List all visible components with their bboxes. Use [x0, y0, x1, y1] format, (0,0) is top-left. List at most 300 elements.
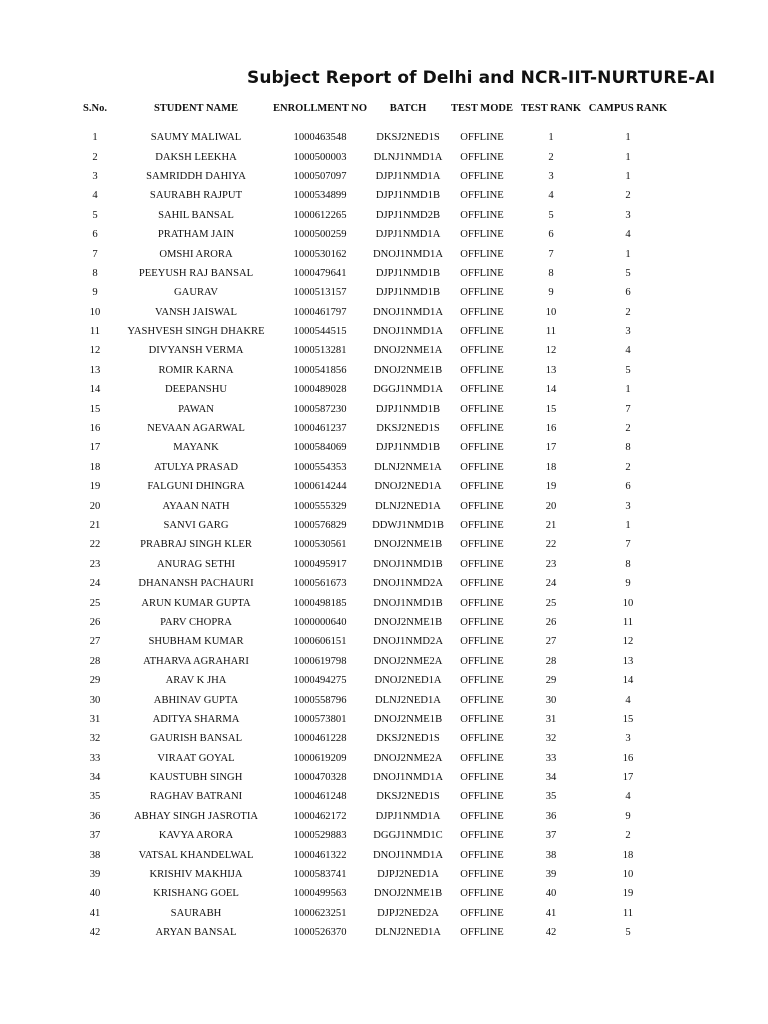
cell-test-mode: OFFLINE	[460, 694, 504, 706]
table-row	[70, 535, 670, 554]
table-row	[70, 865, 670, 884]
cell-enrollment-no: 1000529883	[293, 830, 347, 842]
cell-batch: DJPJ2NED2A	[377, 907, 439, 919]
cell-student-name: ADITYA SHARMA	[152, 713, 240, 725]
cell-student-name: SANVI GARG	[163, 520, 229, 531]
cell-enrollment-no: 1000461228	[293, 733, 347, 745]
cell-student-name: SAUMY MALIWAL	[150, 132, 242, 144]
table-row	[70, 555, 670, 574]
cell-test-mode: OFFLINE	[460, 578, 504, 590]
cell-batch: DJPJ1NMD1B	[375, 190, 441, 202]
table-row	[70, 438, 670, 457]
cell-student-name: ANURAG SETHI	[157, 558, 235, 570]
cell-enrollment-no: 1000612265	[293, 209, 347, 221]
cell-batch: DKSJ2NED1S	[376, 132, 440, 144]
cell-campus-rank: 2	[625, 190, 631, 202]
cell-batch: DNOJ1NMD1A	[372, 849, 444, 861]
table-row	[70, 147, 670, 166]
cell-campus-rank: 13	[622, 655, 634, 667]
cell-enrollment-no: 1000513157	[293, 287, 347, 299]
table-row	[70, 671, 670, 690]
cell-student-name: KRISHANG GOEL	[153, 888, 239, 900]
cell-sno: 10	[89, 306, 101, 318]
cell-enrollment-no: 1000513281	[293, 345, 347, 357]
cell-sno: 32	[89, 733, 101, 745]
cell-enrollment-no: 1000558796	[293, 694, 347, 706]
cell-sno: 40	[89, 888, 101, 900]
cell-campus-rank: 5	[625, 927, 631, 939]
cell-campus-rank: 2	[625, 461, 631, 473]
cell-student-name: DAKSH LEEKHA	[155, 151, 237, 163]
cell-student-name: AYAAN NATH	[162, 500, 230, 512]
cell-sno: 26	[89, 616, 101, 628]
cell-sno: 5	[92, 209, 98, 221]
table-row	[70, 225, 670, 244]
cell-campus-rank: 17	[622, 772, 634, 784]
cell-sno: 7	[92, 248, 98, 260]
cell-sno: 31	[89, 713, 101, 725]
cell-test-mode: OFFLINE	[460, 655, 504, 667]
cell-test-mode: OFFLINE	[460, 461, 504, 473]
cell-enrollment-no: 1000534899	[293, 190, 347, 202]
cell-sno: 13	[89, 364, 101, 376]
cell-batch: DJPJ1NMD1B	[375, 403, 441, 415]
cell-batch: DNOJ1NMD1A	[372, 772, 444, 784]
cell-test-mode: OFFLINE	[460, 869, 504, 881]
cell-test-mode: OFFLINE	[460, 791, 504, 803]
cell-batch: DGGJ1NMD1A	[372, 384, 444, 396]
cell-test-mode: OFFLINE	[460, 539, 504, 551]
cell-test-mode: OFFLINE	[460, 442, 504, 454]
cell-student-name: ABHINAV GUPTA	[153, 694, 239, 706]
cell-enrollment-no: 1000541856	[293, 364, 347, 376]
header-sno: S.No.	[83, 102, 107, 114]
cell-sno: 35	[89, 791, 101, 803]
cell-test-rank: 17	[545, 442, 557, 454]
page-title: Subject Report of Delhi and NCR-IIT-NURTURE-AI	[247, 68, 716, 88]
cell-sno: 6	[92, 229, 98, 241]
cell-test-mode: OFFLINE	[460, 558, 504, 570]
cell-campus-rank: 4	[625, 345, 631, 357]
cell-campus-rank: 1	[625, 132, 631, 144]
cell-test-mode: OFFLINE	[460, 190, 504, 202]
cell-test-rank: 31	[545, 713, 557, 725]
cell-test-mode: OFFLINE	[460, 810, 504, 822]
cell-batch: DNOJ1NMD1A	[372, 248, 444, 260]
table-row	[70, 283, 670, 302]
cell-test-mode: OFFLINE	[460, 616, 504, 628]
cell-campus-rank: 9	[625, 810, 631, 822]
cell-test-rank: 25	[545, 597, 557, 609]
table-row	[70, 361, 670, 380]
table-row	[70, 613, 670, 632]
cell-sno: 42	[89, 927, 101, 939]
cell-student-name: NEVAAN AGARWAL	[147, 423, 245, 435]
cell-sno: 17	[89, 442, 101, 454]
table-row	[70, 477, 670, 496]
cell-test-rank: 5	[548, 209, 554, 221]
cell-campus-rank: 7	[625, 539, 631, 551]
cell-student-name: ATHARVA AGRAHARI	[143, 655, 249, 667]
cell-campus-rank: 2	[625, 306, 631, 318]
table-row	[70, 458, 670, 477]
cell-student-name: FALGUNI DHINGRA	[147, 481, 245, 493]
cell-batch: DNOJ2NME1B	[373, 539, 443, 551]
cell-test-mode: OFFLINE	[460, 364, 504, 376]
cell-sno: 20	[89, 500, 101, 512]
table-header-row	[70, 98, 670, 118]
table-row	[70, 845, 670, 864]
cell-campus-rank: 6	[625, 287, 631, 299]
cell-student-name: OMSHI ARORA	[159, 248, 233, 260]
cell-sno: 36	[89, 810, 101, 822]
cell-test-rank: 36	[545, 810, 557, 822]
cell-test-mode: OFFLINE	[460, 345, 504, 357]
cell-student-name: SAHIL BANSAL	[158, 209, 234, 221]
cell-campus-rank: 6	[625, 481, 631, 493]
cell-sno: 12	[89, 345, 101, 357]
cell-test-rank: 35	[545, 791, 557, 803]
cell-student-name: DHANANSH PACHAURI	[138, 578, 254, 590]
cell-enrollment-no: 1000498185	[293, 597, 347, 609]
table-row	[70, 380, 670, 399]
cell-student-name: VATSAL KHANDELWAL	[138, 849, 254, 861]
cell-campus-rank: 1	[625, 248, 631, 260]
cell-test-rank: 10	[545, 306, 557, 318]
cell-enrollment-no: 1000463548	[293, 132, 347, 144]
cell-batch: DKSJ2NED1S	[376, 733, 440, 745]
table-row	[70, 574, 670, 593]
cell-sno: 34	[89, 772, 101, 784]
cell-test-mode: OFFLINE	[460, 597, 504, 609]
cell-campus-rank: 7	[625, 403, 631, 415]
cell-batch: DNOJ2NME2A	[373, 655, 443, 667]
table-row	[70, 303, 670, 322]
cell-sno: 16	[89, 423, 101, 435]
student-report-table	[70, 98, 670, 942]
cell-enrollment-no: 1000576829	[293, 520, 347, 531]
cell-batch: DNOJ2NME1B	[373, 713, 443, 725]
cell-campus-rank: 5	[625, 267, 631, 279]
cell-enrollment-no: 1000462172	[293, 810, 347, 822]
cell-campus-rank: 1	[625, 520, 631, 531]
cell-batch: DLNJ2NED1A	[375, 500, 441, 512]
cell-sno: 21	[89, 520, 101, 531]
cell-test-rank: 14	[545, 384, 557, 396]
cell-student-name: DEEPANSHU	[164, 384, 227, 396]
cell-student-name: ARYAN BANSAL	[155, 927, 237, 939]
cell-test-mode: OFFLINE	[460, 384, 504, 396]
cell-sno: 19	[89, 481, 101, 493]
cell-test-rank: 38	[545, 849, 557, 861]
cell-enrollment-no: 1000526370	[293, 927, 347, 939]
cell-batch: DNOJ2NME1B	[373, 616, 443, 628]
cell-test-rank: 21	[545, 520, 557, 531]
cell-test-mode: OFFLINE	[460, 675, 504, 687]
cell-campus-rank: 9	[625, 578, 631, 590]
cell-test-rank: 23	[545, 558, 557, 570]
cell-student-name: PRATHAM JAIN	[157, 229, 235, 241]
cell-campus-rank: 1	[625, 151, 631, 163]
header-student-name: STUDENT NAME	[153, 102, 239, 114]
cell-campus-rank: 15	[622, 713, 634, 725]
cell-student-name: SHUBHAM KUMAR	[148, 636, 244, 648]
cell-test-rank: 4	[548, 190, 554, 202]
cell-sno: 9	[92, 287, 98, 299]
cell-test-mode: OFFLINE	[460, 500, 504, 512]
cell-campus-rank: 2	[625, 423, 631, 435]
cell-student-name: MAYANK	[173, 442, 219, 454]
cell-sno: 22	[89, 539, 101, 551]
cell-test-mode: OFFLINE	[460, 287, 504, 299]
cell-sno: 2	[92, 151, 98, 163]
cell-test-mode: OFFLINE	[460, 306, 504, 318]
cell-student-name: PAWAN	[178, 403, 214, 415]
table-row	[70, 496, 670, 515]
cell-batch: DJPJ2NED1A	[377, 869, 439, 881]
cell-test-rank: 28	[545, 655, 557, 667]
cell-test-mode: OFFLINE	[460, 423, 504, 435]
cell-batch: DLNJ2NED1A	[375, 927, 441, 939]
cell-test-rank: 29	[545, 675, 557, 687]
cell-sno: 37	[89, 830, 101, 842]
cell-sno: 15	[89, 403, 101, 415]
cell-campus-rank: 10	[622, 597, 634, 609]
cell-campus-rank: 14	[622, 675, 634, 687]
cell-batch: DNOJ2NED1A	[374, 481, 442, 493]
cell-test-mode: OFFLINE	[460, 927, 504, 939]
cell-student-name: RAGHAV BATRANI	[149, 791, 243, 803]
cell-batch: DNOJ2NED1A	[374, 675, 442, 687]
cell-test-rank: 15	[545, 403, 557, 415]
cell-enrollment-no: 1000461237	[293, 423, 347, 435]
cell-campus-rank: 4	[625, 791, 631, 803]
cell-enrollment-no: 1000573801	[293, 713, 347, 725]
cell-student-name: ABHAY SINGH JASROTIA	[134, 810, 258, 822]
cell-test-mode: OFFLINE	[460, 170, 504, 182]
cell-enrollment-no: 1000606151	[293, 636, 347, 648]
header-campus-rank: CAMPUS RANK	[588, 102, 668, 114]
cell-test-rank: 41	[545, 907, 557, 919]
cell-campus-rank: 16	[622, 752, 634, 764]
cell-test-rank: 20	[545, 500, 557, 512]
cell-batch: DJPJ1NMD1A	[375, 170, 441, 182]
cell-campus-rank: 4	[625, 694, 631, 706]
cell-student-name: KAVYA ARORA	[158, 830, 234, 842]
cell-batch: DNOJ1NMD2A	[372, 636, 444, 648]
cell-campus-rank: 8	[625, 558, 631, 570]
cell-student-name: ATULYA PRASAD	[154, 461, 238, 473]
cell-test-rank: 32	[545, 733, 557, 745]
cell-enrollment-no: 1000619209	[293, 752, 347, 764]
cell-batch: DLNJ2NED1A	[375, 694, 441, 706]
cell-batch: DNOJ1NMD1B	[373, 597, 443, 609]
cell-student-name: KAUSTUBH SINGH	[149, 772, 243, 784]
header-test-rank: TEST RANK	[520, 102, 582, 114]
cell-campus-rank: 10	[622, 869, 634, 881]
cell-sno: 4	[92, 190, 98, 202]
cell-enrollment-no: 1000555329	[293, 500, 347, 512]
cell-test-rank: 33	[545, 752, 557, 764]
cell-batch: DNOJ2NME1A	[373, 345, 443, 357]
cell-enrollment-no: 1000619798	[293, 655, 347, 667]
cell-sno: 14	[89, 384, 101, 396]
cell-sno: 28	[89, 655, 101, 667]
cell-sno: 27	[89, 636, 101, 648]
cell-enrollment-no: 1000507097	[293, 170, 347, 182]
table-row	[70, 186, 670, 205]
cell-enrollment-no: 1000554353	[293, 461, 347, 473]
table-row	[70, 167, 670, 186]
cell-batch: DJPJ1NMD2B	[375, 209, 441, 221]
cell-enrollment-no: 1000614244	[293, 481, 347, 493]
cell-campus-rank: 1	[625, 170, 631, 182]
table-row	[70, 341, 670, 360]
table-row	[70, 322, 670, 341]
cell-batch: DKSJ2NED1S	[376, 791, 440, 803]
cell-sno: 38	[89, 849, 101, 861]
cell-campus-rank: 8	[625, 442, 631, 454]
cell-test-rank: 6	[548, 229, 554, 241]
cell-test-rank: 34	[545, 772, 557, 784]
cell-student-name: ARUN KUMAR GUPTA	[141, 597, 251, 609]
header-enrollment-no: ENROLLMENT NO	[272, 102, 368, 114]
cell-enrollment-no: 1000500259	[293, 229, 347, 241]
cell-campus-rank: 11	[622, 616, 634, 628]
cell-sno: 18	[89, 461, 101, 473]
cell-batch: DGGJ1NMD1C	[373, 830, 443, 842]
cell-enrollment-no: 1000461797	[293, 306, 347, 318]
cell-test-mode: OFFLINE	[460, 713, 504, 725]
table-row	[70, 516, 670, 535]
table-row	[70, 632, 670, 651]
table-row	[70, 807, 670, 826]
table-row	[70, 690, 670, 709]
cell-test-rank: 26	[545, 616, 557, 628]
cell-enrollment-no: 1000530162	[293, 248, 347, 260]
table-row	[70, 768, 670, 787]
table-row	[70, 399, 670, 418]
table-row	[70, 128, 670, 147]
cell-batch: DKSJ2NED1S	[376, 423, 440, 435]
cell-student-name: PRABRAJ SINGH KLER	[140, 539, 252, 551]
cell-campus-rank: 1	[625, 384, 631, 396]
cell-campus-rank: 3	[625, 500, 631, 512]
cell-test-rank: 2	[548, 151, 554, 163]
cell-enrollment-no: 1000561673	[293, 578, 347, 590]
cell-campus-rank: 3	[625, 209, 631, 221]
cell-test-rank: 19	[545, 481, 557, 493]
cell-sno: 33	[89, 752, 101, 764]
table-row	[70, 904, 670, 923]
cell-campus-rank: 4	[625, 229, 631, 241]
cell-test-mode: OFFLINE	[460, 733, 504, 745]
cell-sno: 11	[89, 326, 101, 338]
cell-campus-rank: 19	[622, 888, 634, 900]
cell-campus-rank: 5	[625, 364, 631, 376]
cell-enrollment-no: 1000461248	[293, 791, 347, 803]
cell-test-rank: 40	[545, 888, 557, 900]
table-row	[70, 593, 670, 612]
cell-test-rank: 30	[545, 694, 557, 706]
cell-test-rank: 12	[545, 345, 557, 357]
cell-student-name: SAMRIDDH DAHIYA	[146, 170, 246, 182]
cell-test-mode: OFFLINE	[460, 907, 504, 919]
cell-student-name: GAURAV	[174, 287, 218, 299]
cell-test-rank: 8	[548, 267, 554, 279]
cell-enrollment-no: 1000530561	[293, 539, 347, 551]
cell-test-rank: 11	[545, 326, 557, 338]
cell-enrollment-no: 1000000640	[293, 616, 347, 628]
cell-sno: 41	[89, 907, 101, 919]
cell-student-name: PARV CHOPRA	[160, 616, 232, 628]
cell-student-name: ARAV K JHA	[165, 675, 227, 687]
table-row	[70, 264, 670, 283]
cell-sno: 8	[92, 267, 98, 279]
cell-campus-rank: 18	[622, 849, 634, 861]
cell-enrollment-no: 1000494275	[293, 675, 347, 687]
cell-test-rank: 42	[545, 927, 557, 939]
cell-test-mode: OFFLINE	[460, 830, 504, 842]
cell-sno: 30	[89, 694, 101, 706]
cell-sno: 23	[89, 558, 101, 570]
cell-student-name: PEEYUSH RAJ BANSAL	[138, 267, 254, 279]
cell-student-name: VIRAAT GOYAL	[157, 752, 235, 764]
cell-sno: 29	[89, 675, 101, 687]
table-row	[70, 244, 670, 263]
cell-batch: DJPJ1NMD1B	[375, 287, 441, 299]
cell-test-rank: 16	[545, 423, 557, 435]
cell-enrollment-no: 1000587230	[293, 403, 347, 415]
cell-batch: DNOJ1NMD1A	[372, 326, 444, 338]
table-row	[70, 206, 670, 225]
table-row	[70, 884, 670, 903]
cell-student-name: VANSH JAISWAL	[155, 306, 237, 318]
table-row	[70, 826, 670, 845]
cell-test-rank: 37	[545, 830, 557, 842]
table-row	[70, 923, 670, 942]
cell-batch: DDWJ1NMD1B	[372, 520, 444, 531]
cell-enrollment-no: 1000583741	[293, 869, 347, 881]
cell-campus-rank: 3	[625, 326, 631, 338]
cell-batch: DNOJ1NMD1A	[372, 306, 444, 318]
cell-test-rank: 7	[548, 248, 554, 260]
cell-student-name: DIVYANSH VERMA	[148, 345, 244, 357]
table-row	[70, 749, 670, 768]
cell-test-rank: 9	[548, 287, 554, 299]
table-row	[70, 710, 670, 729]
cell-test-mode: OFFLINE	[460, 326, 504, 338]
cell-student-name: YASHVESH SINGH DHAKRE	[127, 326, 265, 338]
cell-batch: DNOJ2NME1B	[373, 364, 443, 376]
cell-test-mode: OFFLINE	[460, 248, 504, 260]
cell-test-mode: OFFLINE	[460, 849, 504, 861]
cell-batch: DNOJ2NME1B	[373, 888, 443, 900]
cell-test-mode: OFFLINE	[460, 636, 504, 648]
cell-test-mode: OFFLINE	[460, 403, 504, 415]
cell-enrollment-no: 1000584069	[293, 442, 347, 454]
cell-batch: DJPJ1NMD1A	[375, 229, 441, 241]
cell-test-rank: 13	[545, 364, 557, 376]
cell-batch: DJPJ1NMD1A	[375, 810, 441, 822]
cell-test-mode: OFFLINE	[460, 888, 504, 900]
cell-test-rank: 18	[545, 461, 557, 473]
cell-batch: DLNJ2NME1A	[374, 461, 442, 473]
table-row	[70, 419, 670, 438]
cell-batch: DNOJ1NMD1B	[373, 558, 443, 570]
cell-enrollment-no: 1000623251	[293, 907, 347, 919]
cell-test-rank: 27	[545, 636, 557, 648]
